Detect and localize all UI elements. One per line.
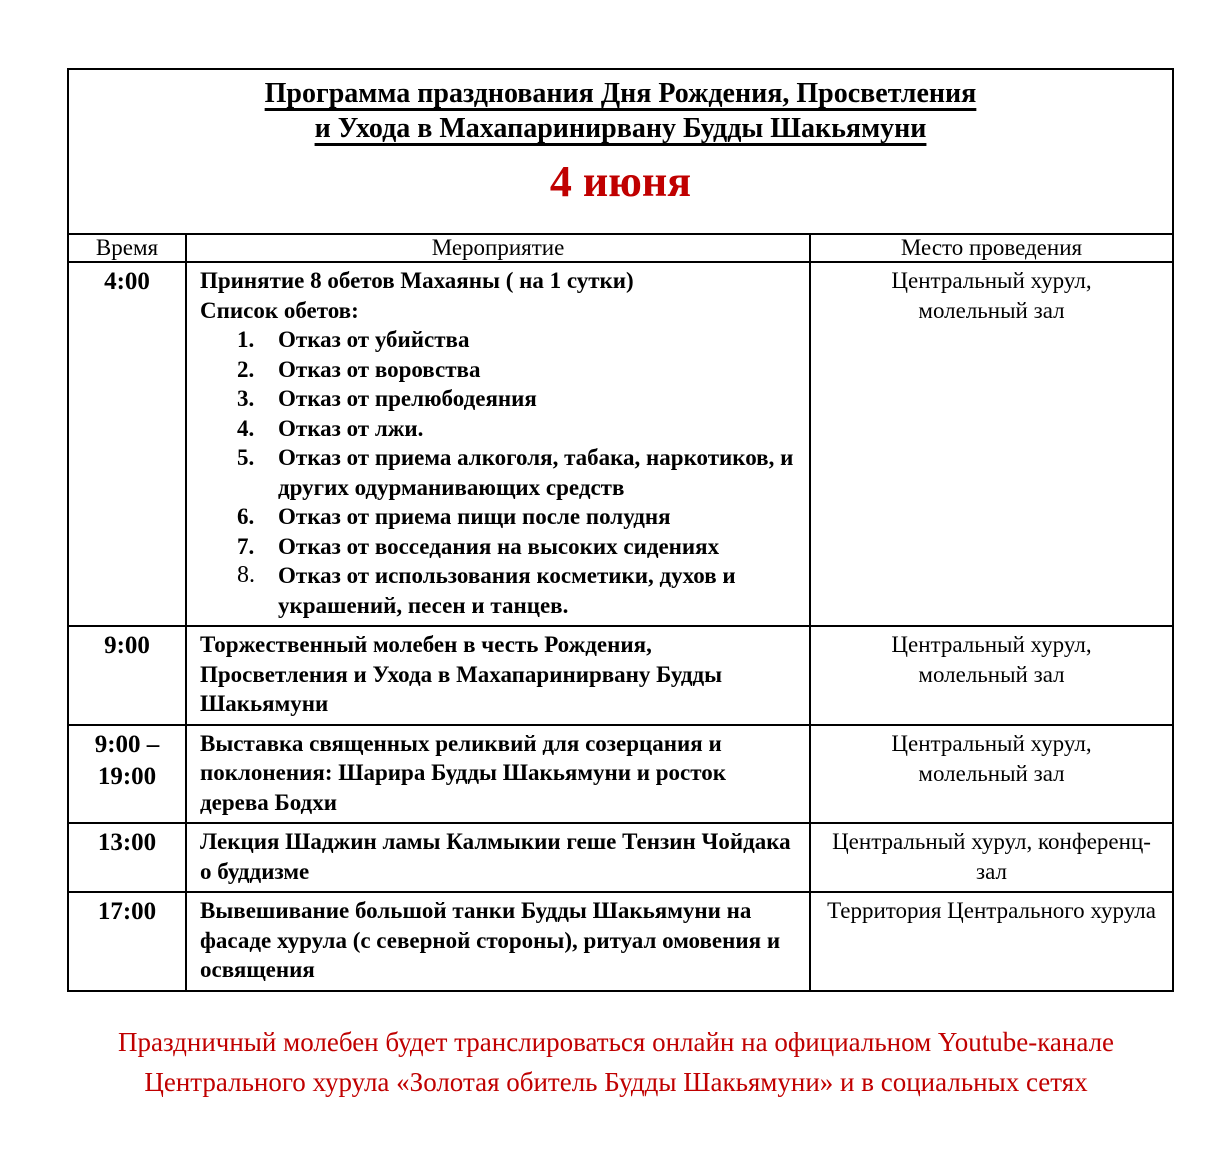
place-line: молельный зал xyxy=(918,662,1065,687)
column-header-place: Место проведения xyxy=(810,234,1173,262)
time-cell: 9:00 – 19:00 xyxy=(68,725,186,824)
event-description: Вывешивание большой танки Будды Шакьямуни на фасаде хурула (с северной стороны), ритуал омовения и освящения xyxy=(200,898,781,982)
title-row xyxy=(68,69,1173,234)
broadcast-note-line2: Центрального хурула «Золотая обитель Будды Шакьямуни» и в социальных сетях xyxy=(144,1067,1088,1097)
vow-text: Отказ от воровства xyxy=(278,356,481,382)
title-cell xyxy=(68,69,1173,234)
event-date: 4 июня xyxy=(549,157,692,206)
column-header-time: Время xyxy=(68,234,186,262)
vow-text: Отказ от использования косметики, духов и украшений, песен и танцев. xyxy=(278,563,736,618)
event-cell xyxy=(186,823,810,892)
place-line: Центральный хурул, xyxy=(891,268,1092,293)
table-row xyxy=(68,626,1173,725)
place-line: Центральный хурул, конференц- xyxy=(832,829,1151,854)
vow-number: 5. xyxy=(237,445,255,470)
event-cell xyxy=(186,892,810,991)
event-cell xyxy=(186,626,810,725)
vow-list-item xyxy=(200,355,795,385)
place-cell xyxy=(810,823,1173,892)
event-description: Выставка священных реликвий для созерцания и поклонения: Шарира Будды Шакьямуни и росток дерева Бодхи xyxy=(200,730,727,815)
vow-list-item xyxy=(200,325,795,355)
time-cell: 17:00 xyxy=(68,892,186,991)
broadcast-note xyxy=(0,1022,1232,1102)
place-cell xyxy=(810,725,1173,824)
program-table xyxy=(67,68,1174,992)
vow-text: Отказ от приема алкоголя, табака, наркотиков, и других одурманивающих средств xyxy=(278,445,794,500)
place-line: зал xyxy=(976,859,1007,884)
table-row xyxy=(68,725,1173,824)
vow-number: 7. xyxy=(237,533,255,559)
vow-list-item xyxy=(200,384,795,414)
vow-list-item xyxy=(200,414,795,444)
vow-list-item xyxy=(200,532,795,562)
place-cell xyxy=(810,892,1173,991)
document-title-line2: и Ухода в Махапаринирвану Будды Шакьямуни xyxy=(314,113,927,144)
event-cell xyxy=(186,262,810,626)
column-header-event: Мероприятие xyxy=(186,234,810,262)
event-intro-line: Список обетов: xyxy=(200,297,359,323)
vow-number: 4. xyxy=(237,415,255,441)
place-line: молельный зал xyxy=(918,760,1065,786)
vow-text: Отказ от прелюбодеяния xyxy=(278,386,537,411)
time-cell: 4:00 xyxy=(68,262,186,626)
event-cell xyxy=(186,725,810,824)
broadcast-note-line1: Праздничный молебен будет транслироваться онлайн на официальном Youtube-канале xyxy=(117,1027,1115,1057)
place-cell xyxy=(810,626,1173,725)
table-header-row xyxy=(68,234,1173,262)
table-row xyxy=(68,262,1173,626)
place-line: Центральный хурул, xyxy=(891,730,1092,756)
vow-number: 3. xyxy=(237,386,255,411)
vow-list-item xyxy=(200,561,795,620)
vow-number: 8. xyxy=(237,562,255,588)
vow-number: 2. xyxy=(237,356,255,382)
time-cell: 9:00 xyxy=(68,626,186,725)
place-line: молельный зал xyxy=(918,298,1065,323)
vow-text: Отказ от убийства xyxy=(278,327,470,352)
table-row xyxy=(68,823,1173,892)
place-cell xyxy=(810,262,1173,626)
vow-list-item xyxy=(200,443,795,502)
vow-number: 6. xyxy=(237,504,255,529)
vow-list-item xyxy=(200,502,795,532)
event-description: Лекция Шаджин ламы Калмыкии геше Тензин Чойдака о буддизме xyxy=(200,829,791,884)
vow-text: Отказ от восседания на высоких сидениях xyxy=(278,533,720,559)
vow-text: Отказ от лжи. xyxy=(278,415,424,441)
place-line: Территория Центрального хурула xyxy=(827,898,1156,923)
place-line: Центральный хурул, xyxy=(891,632,1092,657)
table-row xyxy=(68,892,1173,991)
time-cell: 13:00 xyxy=(68,823,186,892)
vow-number: 1. xyxy=(237,327,255,352)
event-description: Торжественный молебен в честь Рождения, Просветления и Ухода в Махапаринирвану Будды Шакьямуни xyxy=(200,632,723,716)
vow-text: Отказ от приема пищи после полудня xyxy=(278,504,671,529)
document-title-line1: Программа празднования Дня Рождения, Просветления xyxy=(264,78,977,109)
event-intro-line: Принятие 8 обетов Махаяны ( на 1 сутки) xyxy=(200,268,634,293)
